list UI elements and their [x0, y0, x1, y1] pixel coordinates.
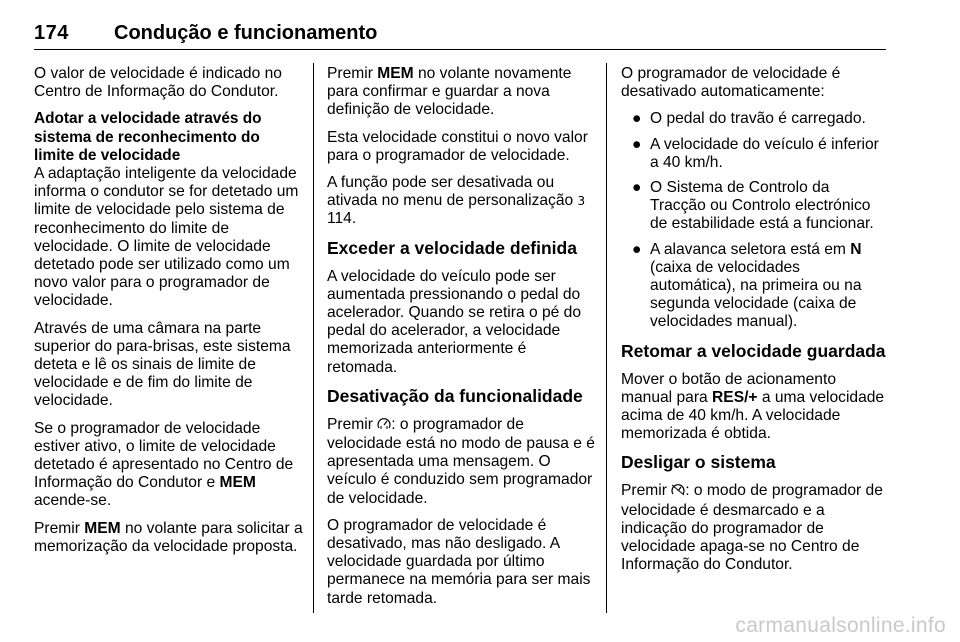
bullet-icon: ●: [632, 135, 642, 153]
column-2: [327, 65, 597, 617]
text: A velocidade do veículo é inferior a 40 km/h.: [650, 135, 879, 171]
text: (caixa de velocidades automática), na primeira ou na segunda velocidade (caixa de velocidades manual).: [650, 258, 862, 331]
text: Se o programador de velocidade estiver ativo, o limite de velocidade detetado é apresentado no Centro de Informação do Condutor e: [34, 419, 294, 492]
subheading: Adotar a velocidade através do sistema de reconhecimento do limite de velocidade: [34, 110, 262, 164]
text: no volante para solicitar a memorização da velocidade proposta.: [34, 519, 303, 555]
cruise-control-off-icon: [671, 484, 685, 499]
text: Premir: [34, 519, 85, 537]
list-item: [621, 136, 889, 172]
paragraph: [327, 174, 597, 229]
text: O pedal do travão é carregado.: [650, 110, 866, 128]
heading: Desativação da funcionalidade: [327, 385, 583, 406]
text: O Sistema de Controlo da Tracção ou Controlo electrónico de estabilidade está a funcionar.: [650, 179, 874, 233]
text: Mover o botão de acionamento manual para: [621, 370, 836, 406]
gear-n-label: N: [850, 240, 862, 258]
section-title: Condução e funcionamento: [114, 22, 378, 44]
heading: Retomar a velocidade guardada: [621, 340, 886, 361]
column-divider-2: [606, 63, 607, 613]
column-3: [621, 65, 889, 583]
column-1: [34, 65, 304, 565]
watermark: carmanualsonline.info: [735, 614, 946, 637]
text: A alavanca seletora está em: [650, 240, 851, 258]
text: no volante novamente para confirmar e guardar a nova definição de velocidade.: [327, 65, 572, 119]
column-divider-1: [313, 63, 314, 613]
paragraph: [327, 65, 597, 120]
text: 114.: [327, 210, 357, 228]
bullet-list: [621, 110, 889, 331]
text: Premir: [621, 482, 672, 500]
paragraph: O programador de velocidade é desativado automaticamente:: [621, 65, 841, 101]
text: acende-se.: [34, 492, 112, 510]
paragraph: A adaptação inteligente da velocidade informa o condutor se for detetado um limite de velocidade pelo sistema de reconhecimento do limite de velocidade. O limite de velocidade detetado pode ser utilizado como um novo valor para o programador de velocidade.: [34, 165, 299, 310]
mem-label: MEM: [377, 65, 414, 82]
bullet-icon: ●: [632, 240, 642, 258]
paragraph: Esta velocidade constitui o novo valor para o programador de velocidade.: [327, 128, 588, 164]
list-item: [621, 110, 889, 128]
mem-label: MEM: [84, 519, 121, 537]
paragraph: [34, 420, 304, 511]
page-reference-icon: 3: [577, 194, 586, 209]
header-rule: [34, 49, 886, 50]
text: Premir: [327, 65, 378, 82]
mem-label: MEM: [219, 474, 256, 492]
list-item: [621, 179, 889, 234]
text: : o modo de programador de velocidade é desmarcado e a indicação do programador de velocidade apaga-se no Centro de Informação do Condutor.: [621, 482, 883, 574]
paragraph: [621, 371, 889, 444]
list-item: [621, 241, 889, 332]
text: a uma velocidade acima de 40 km/h. A velocidade memorizada é obtida.: [621, 388, 885, 443]
text: A função pode ser desativada ou ativada no menu de personalização: [327, 174, 578, 210]
bullet-icon: ●: [632, 179, 642, 197]
page-header: [34, 22, 886, 50]
paragraph: Através de uma câmara na parte superior do para-brisas, este sistema deteta e lê os sinais de limite de velocidade e de fim do limite de velocidade.: [34, 319, 291, 410]
paragraph: O valor de velocidade é indicado no Centro de Informação do Condutor.: [34, 65, 282, 101]
text: : o programador de velocidade está no modo de pausa e é apresentada uma mensagem. O veículo é conduzido sem programador de velocidade.: [327, 415, 595, 507]
res-label: RES/+: [712, 388, 758, 406]
page-number: 174: [34, 22, 69, 44]
paragraph: [621, 482, 889, 574]
heading: Desligar o sistema: [621, 452, 776, 473]
paragraph: [327, 416, 597, 508]
cruise-control-pause-icon: [377, 418, 391, 433]
text: Premir: [327, 415, 378, 433]
heading: Exceder a velocidade definida: [327, 237, 577, 258]
paragraph: O programador de velocidade é desativado, mas não desligado. A velocidade guardada por último permanece na memória para ser mais tarde retomada.: [327, 516, 591, 607]
paragraph: [34, 520, 304, 556]
paragraph: A velocidade do veículo pode ser aumentada pressionando o pedal do acelerador. Quando se retira o pé do pedal do acelerador, a velocidade memorizada anteriormente é retomada.: [327, 267, 581, 376]
bullet-icon: ●: [632, 110, 642, 128]
